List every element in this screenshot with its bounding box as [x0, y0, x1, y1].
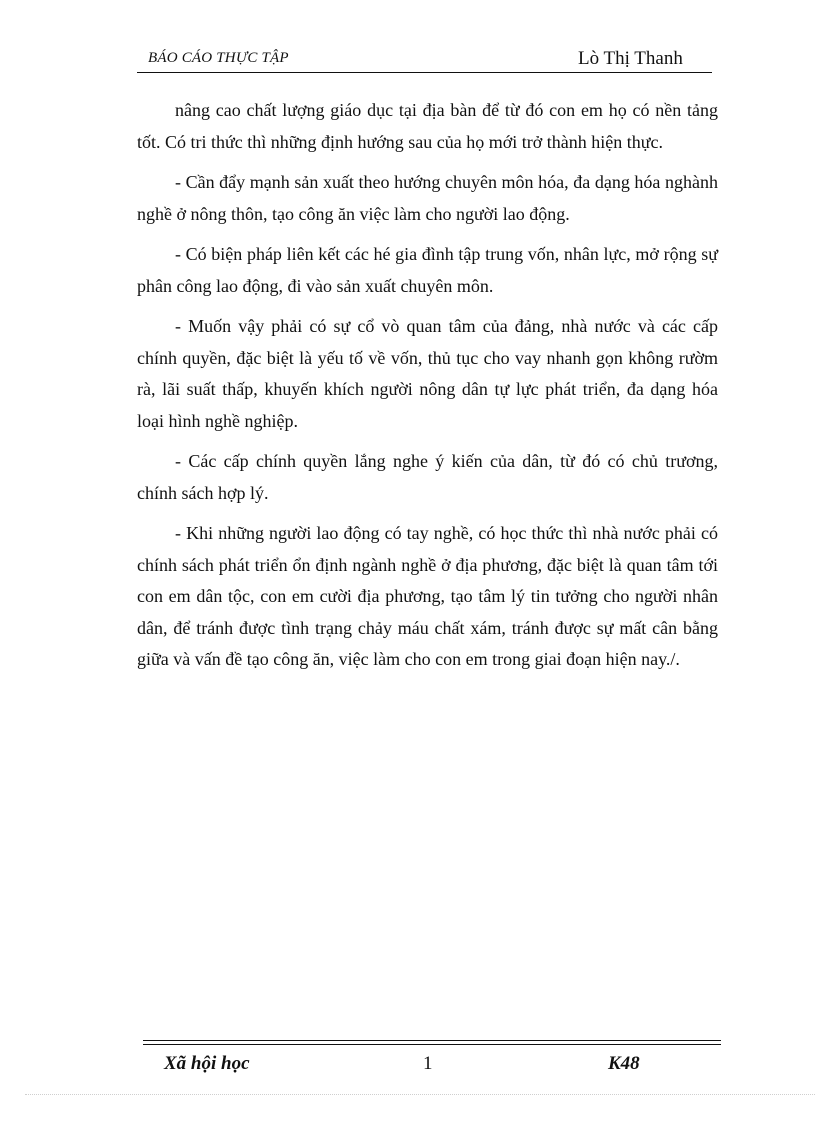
paragraph: - Muốn vậy phải có sự cổ vò quan tâm của đảng, nhà nước và các cấp chính quyền, đặc biệt là yếu tố về vốn, thủ tục cho vay nhanh gọn không rườm rà, lãi suất thấp, khuyến khích người nông dân tự lực phát triển, đa dạng hóa loại hình nghề nghiệp.: [137, 316, 718, 431]
header-author-name: Lò Thị Thanh: [578, 48, 683, 69]
paragraph: nâng cao chất lượng giáo dục tại địa bàn để từ đó con em họ có nền tảng tốt. Có tri thức thì những định hướng sau của họ mới trở thành hiện thực.: [137, 100, 718, 152]
header-divider: [137, 72, 712, 73]
page-bottom-edge: [25, 1094, 815, 1095]
footer-divider: [143, 1044, 721, 1045]
header-report-title: BÁO CÁO THỰC TẬP: [148, 50, 289, 66]
page-number: 1: [423, 1053, 433, 1074]
paragraph: - Các cấp chính quyền lắng nghe ý kiến của dân, từ đó có chủ trương, chính sách hợp lý.: [137, 451, 718, 503]
footer-subject: Xã hội học: [164, 1053, 250, 1074]
paragraph: - Có biện pháp liên kết các hé gia đình tập trung vốn, nhân lực, mở rộng sự phân công lao động, đi vào sản xuất chuyên môn.: [137, 244, 718, 296]
footer-divider: [143, 1040, 721, 1041]
footer-class-code: K48: [608, 1053, 640, 1074]
paragraph: - Cần đẩy mạnh sản xuất theo hướng chuyên môn hóa, đa dạng hóa nghành nghề ở nông thôn, tạo công ăn việc làm cho người lao động.: [137, 172, 718, 224]
body-text: [137, 95, 718, 685]
paragraph: - Khi những người lao động có tay nghề, có học thức thì nhà nước phải có chính sách phát triển ổn định ngành nghề ở địa phương, đặc biệt là quan tâm tới con em dân tộc, con em cười địa phương, tạo tâm lý tin tưởng cho người nhân dân, để tránh được tình trạng chảy máu chất xám, tránh được sự mất cân bằng giữa và vấn đề tạo công ăn, việc làm cho con em trong giai đoạn hiện nay./.: [137, 523, 718, 669]
